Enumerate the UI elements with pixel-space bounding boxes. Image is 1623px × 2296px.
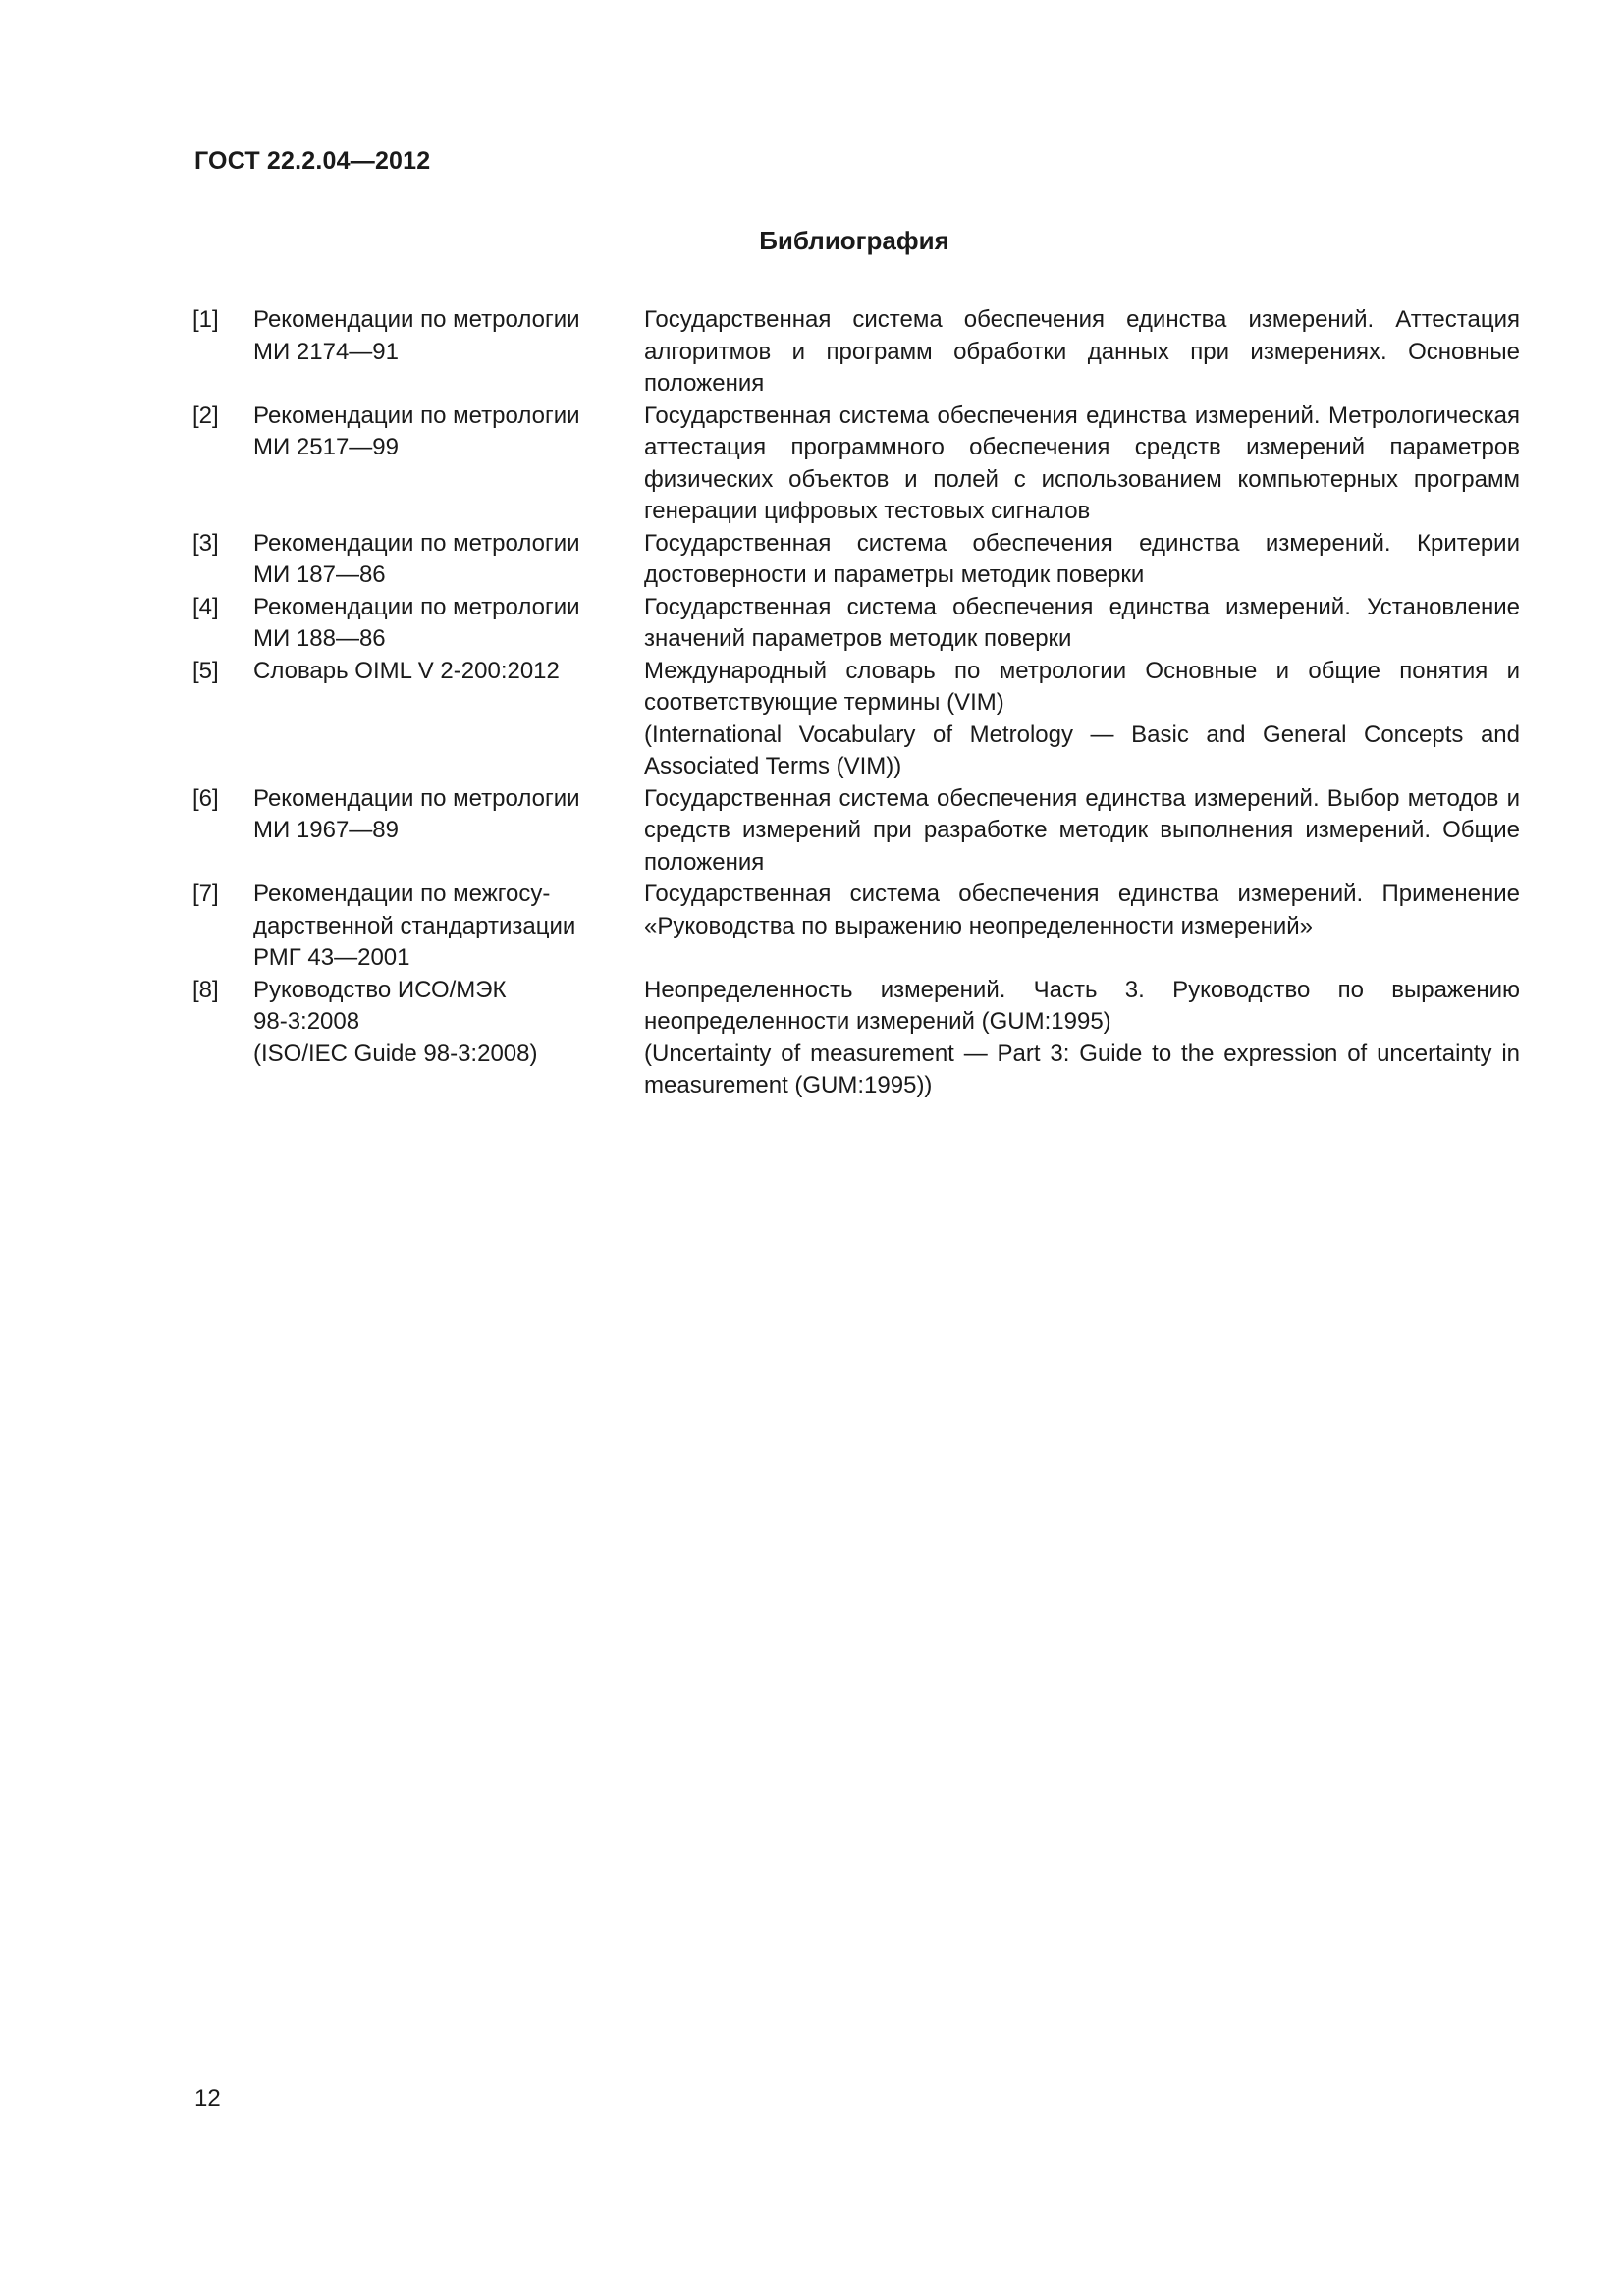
bibliography-title: Библиография (759, 226, 949, 255)
entry-source (253, 304, 644, 368)
entry-source-line: МИ 188—86 (253, 625, 386, 652)
entry-source-line: Рекомендации по метрологии (253, 306, 580, 333)
entry-number: [3] (192, 529, 219, 557)
entry-description-line: Государственная система обеспечения единства измерений. Критерии достоверности и параметры методик поверки (644, 529, 1520, 588)
entry-source (253, 879, 644, 975)
entry-description (644, 656, 1520, 783)
bibliography-entry-6 (192, 783, 1520, 880)
entry-source-line: МИ 187—86 (253, 561, 386, 588)
entry-source-line: Рекомендации по метрологии (253, 401, 580, 429)
entry-source-line: Словарь OIML V 2-200:2012 (253, 657, 560, 684)
entry-description (644, 528, 1520, 592)
entry-number: [1] (192, 306, 219, 333)
entry-source-line: дарственной стандартизации (253, 912, 576, 939)
entry-source (253, 783, 644, 847)
entry-source (253, 400, 644, 464)
bibliography-list (192, 304, 1520, 1102)
entry-source (253, 528, 644, 592)
entry-number: [6] (192, 784, 219, 812)
entry-number: [5] (192, 657, 219, 684)
entry-description (644, 592, 1520, 656)
entry-description (644, 879, 1520, 942)
entry-description-line: Государственная система обеспечения единства измерений. Выбор методов и средств измерений при разработке методик выполнения измерений. Общие положения (644, 784, 1520, 876)
entry-source-line: (ISO/IEC Guide 98-3:2008) (253, 1040, 538, 1067)
entry-source-line: Рекомендации по межгосу- (253, 881, 551, 907)
bibliography-entry-8 (192, 975, 1520, 1102)
entry-description (644, 783, 1520, 880)
entry-number: [4] (192, 593, 219, 620)
page-number: 12 (194, 2085, 221, 2111)
entry-source-line: Рекомендации по метрологии (253, 593, 580, 620)
entry-source-line: Рекомендации по метрологии (253, 784, 580, 812)
entry-source (253, 592, 644, 656)
entry-description-line: (Uncertainty of measurement — Part 3: Guide to the expression of uncertainty in measurement (GUM:1995)) (644, 1040, 1520, 1098)
entry-source-line: МИ 2517—99 (253, 434, 399, 460)
entry-description-line: Неопределенность измерений. Часть 3. Руководство по выражению неопределенности измерений (GUM:1995) (644, 976, 1520, 1035)
document-id-header: ГОСТ 22.2.04—2012 (194, 147, 431, 175)
entry-source-line: МИ 1967—89 (253, 817, 399, 843)
entry-description-line: Международный словарь по метрологии Основные и общие понятия и соответствующие термины (VIM) (644, 657, 1520, 716)
entry-description (644, 304, 1520, 400)
entry-source-line: Руководство ИСО/МЭК (253, 976, 507, 1003)
entry-description (644, 975, 1520, 1102)
entry-number: [7] (192, 881, 219, 907)
entry-number: [2] (192, 401, 219, 429)
entry-source (253, 656, 644, 688)
bibliography-entry-5 (192, 656, 1520, 783)
entry-description-line: (International Vocabulary of Metrology — Basic and General Concepts and Associated Terms (VIM)) (644, 721, 1520, 779)
bibliography-entry-3 (192, 528, 1520, 592)
bibliography-entry-1 (192, 304, 1520, 400)
entry-source-line: 98-3:2008 (253, 1008, 360, 1035)
entry-description-line: Государственная система обеспечения единства измерений. Метрологическая аттестация программного обеспечения средств измерений параметров физических объектов и полей с использованием компьютерных программ генерации цифровых тестовых сигналов (644, 401, 1520, 524)
bibliography-entry-4 (192, 592, 1520, 656)
bibliography-entry-7 (192, 879, 1520, 975)
entry-source-line: РМГ 43—2001 (253, 944, 410, 971)
entry-description-line: Государственная система обеспечения единства измерений. Применение «Руководства по выражению неопределенности измерений» (644, 881, 1520, 939)
entry-source (253, 975, 644, 1071)
entry-description-line: Государственная система обеспечения единства измерений. Аттестация алгоритмов и программ обработки данных при измерениях. Основные положения (644, 306, 1520, 397)
entry-description (644, 400, 1520, 528)
entry-source-line: Рекомендации по метрологии (253, 529, 580, 557)
entry-number: [8] (192, 976, 219, 1003)
entry-description-line: Государственная система обеспечения единства измерений. Установление значений параметров методик поверки (644, 593, 1520, 652)
bibliography-entry-2 (192, 400, 1520, 528)
entry-source-line: МИ 2174—91 (253, 338, 399, 365)
